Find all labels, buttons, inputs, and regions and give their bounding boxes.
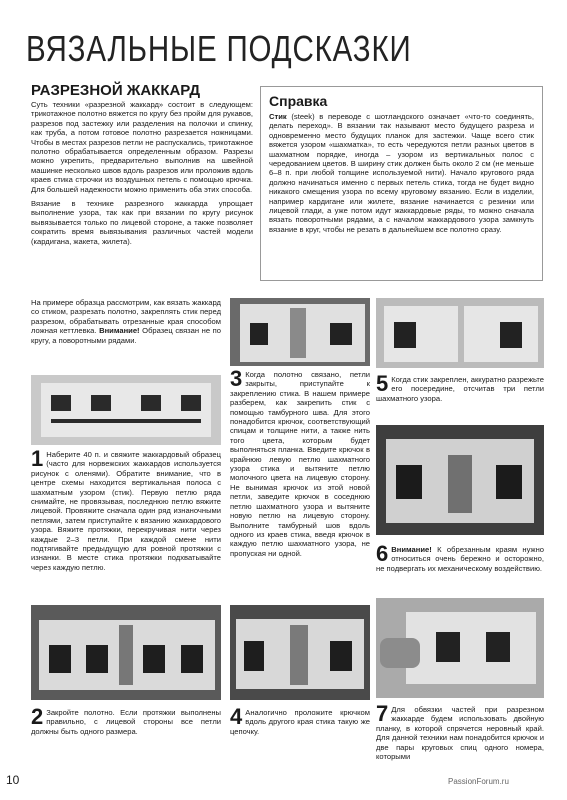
photo-step-6 <box>376 425 544 535</box>
info-box-heading: Справка <box>269 93 328 109</box>
step-5-number: 5 <box>376 371 389 396</box>
knit-sample-image <box>376 598 544 698</box>
step-7-text: Для обвязки частей при разрезном жаккарде будем использовать двойную планку, в которой спрячется неровный край. Для данной техники нам понадобится крючок и две пары круговых спиц одного номера, которыми <box>376 705 544 762</box>
knit-sample-image <box>230 298 370 366</box>
example-body: На примере образца рассмотрим, как вязать жаккард со стиком, разрезать полотно, закреплять стик перед разрезом, обрабатывать отрезанные края способом ложная кеттлевка. <box>31 298 221 336</box>
step-3-text: Когда полотно связано, петли закрыты, приступайте к закреплению стика. В нашем примере разберем, как закрепить стик с помощью тамбурного шва. Для этого понадобится крючок, соответствующий спицам и толщине нити, а также нить того цвета, которым будет выполняться планка. Введите крючок в крайнюю левую петлю шахматного узора стика и вытяните петлю молочного цвета на лицевую сторону. Не вынимая крючок из этой новой петли, заведите крючок в соседнюю петлю шахматного узора и вытяните новую петлю на лицевую сторону. Выполните тамбурный шов вдоль одного из краев стика, введя крючок в каждую петлю шахматного узора, не пропуская ни одной. <box>230 370 370 558</box>
page-number: 10 <box>6 773 20 787</box>
step-6-number: 6 <box>376 541 389 566</box>
step-1-text: Наберите 40 п. и свяжите жаккардовый образец (часто для норвежских жаккардов используется рисунок с оленями). Обратите внимание, что в центре схемы находится вертикальная полоса с шахматным узором (стик). Первую петлю ряда снимайте, не провязывая, последнюю петлю вяжите лицевой. Провяжите сначала один ряд изнаночными петлями, затем приступайте к вязанию жаккардового узора. Вяжите протяжки, перекручивая нити через каждые 2–3 петли. При каждой смене нити подтягивайте предыдущую для ровной протяжки с изнанки. В месте стика протяжки подхватывайте через каждую петлю. <box>31 450 221 572</box>
step-4-number: 4 <box>230 704 243 729</box>
step-5-text: Когда стик закреплен, аккуратно разрежьте его посередине, отсчитав три петли шахматного узора. <box>376 375 544 403</box>
step-6-label: Внимание! <box>391 545 432 554</box>
site-watermark: PassionForum.ru <box>448 777 509 786</box>
step-7-number: 7 <box>376 701 389 726</box>
intro-paragraph-1: Суть техники «разрезной жаккард» состоит в следующем: трикотажное полотно вяжется по кругу без пройм для рукавов, разрезов под застежку или разделения на полочки и спинку, как труба, а потом готовое полотно разрезается ножницами. Чтобы в местах разрезов петли не распускались, трикотажное полотно обрабатывается определенным образом. Разрезы можно укрепить, предварительно выполнив на швейной машинке несколько швов вдоль разрезов или проложив вдоль краев стика строчки из воздушных петель с помощью крючка. Для большей надежности можно применить оба этих способа. <box>31 100 253 194</box>
photo-step-7 <box>376 598 544 698</box>
step-3-number: 3 <box>230 366 243 391</box>
step-2 <box>31 704 221 736</box>
step-1 <box>31 446 221 572</box>
info-box-text <box>269 112 534 234</box>
section-title: РАЗРЕЗНОЙ ЖАККАРД <box>31 82 201 99</box>
intro-paragraph-2: Вязание в технике разрезного жаккарда упрощает выполнение узора, так как при вязании по кругу рисунок вывязывается только по лицевой стороне, а также позволяет сократить время вывязывания различных частей модели (кардигана, жакета, жилета). <box>31 199 253 246</box>
photo-step-1 <box>31 375 221 445</box>
step-4-text: Аналогично проложите крючком вдоль другого края стика такую же цепочку. <box>230 708 370 736</box>
step-4 <box>230 704 370 736</box>
step-7 <box>376 701 544 762</box>
photo-step-2 <box>31 605 221 700</box>
page-title: ВЯЗАЛЬНЫЕ ПОДСКАЗКИ <box>26 28 412 69</box>
step-2-text: Закройте полотно. Если протяжки выполнены правильно, с лицевой стороны все петли должны быть одного размера. <box>31 708 221 736</box>
step-6 <box>376 541 544 573</box>
knit-sample-image <box>31 375 221 445</box>
intro-text <box>31 100 253 246</box>
step-5 <box>376 371 544 403</box>
info-box <box>260 86 543 281</box>
example-attention-label: Внимание! <box>99 326 140 336</box>
knit-sample-image <box>230 605 370 700</box>
info-box-term: Стик <box>269 112 287 121</box>
step-6-text: К обрезанным краям нужно относиться очень бережно и осторожно, не подвергать их механическому воздействию. <box>376 545 544 573</box>
info-box-body: (steek) в переводе с шотландского означает «что-то соединять, делать переход». В вязании так называют место будущего разреза и одновременно место будущих планок для застежки. Чаще всего стик вяжется узором «шахматка», то есть чередуются петли разных цветов в шахматном порядке, иногда – узором из вертикальных полос с чередованием цветов. В ширину стик должен быть около 2 см (не меньше 6–8 п. при любой толщине используемой нити). Начало кругового ряда должно начинаться именно с первых петель стика, тогда не будет видно никакого смещения узора по всему круговому вязанию. Если в изделии, например кардигане или жилете, вязание начинается с резинки или лицевой глади, а уже потом идут жаккардовые ряды, то можно сначала вязать поворотными рядами, а с началом жаккардового узора замкнуть вязание в круг, чтобы не резать в дальнейшем все полотно сразу. <box>269 112 534 234</box>
step-1-number: 1 <box>31 446 44 471</box>
knit-sample-image <box>376 425 544 535</box>
knit-sample-image <box>31 605 221 700</box>
step-2-number: 2 <box>31 704 44 729</box>
photo-step-4 <box>230 605 370 700</box>
example-attention-text: Образец связан не по кругу, а поворотными рядами. <box>31 326 221 345</box>
photo-step-3 <box>230 298 370 366</box>
step-3 <box>230 366 370 558</box>
example-text <box>31 298 221 345</box>
knit-sample-image <box>376 298 544 368</box>
photo-step-5 <box>376 298 544 368</box>
